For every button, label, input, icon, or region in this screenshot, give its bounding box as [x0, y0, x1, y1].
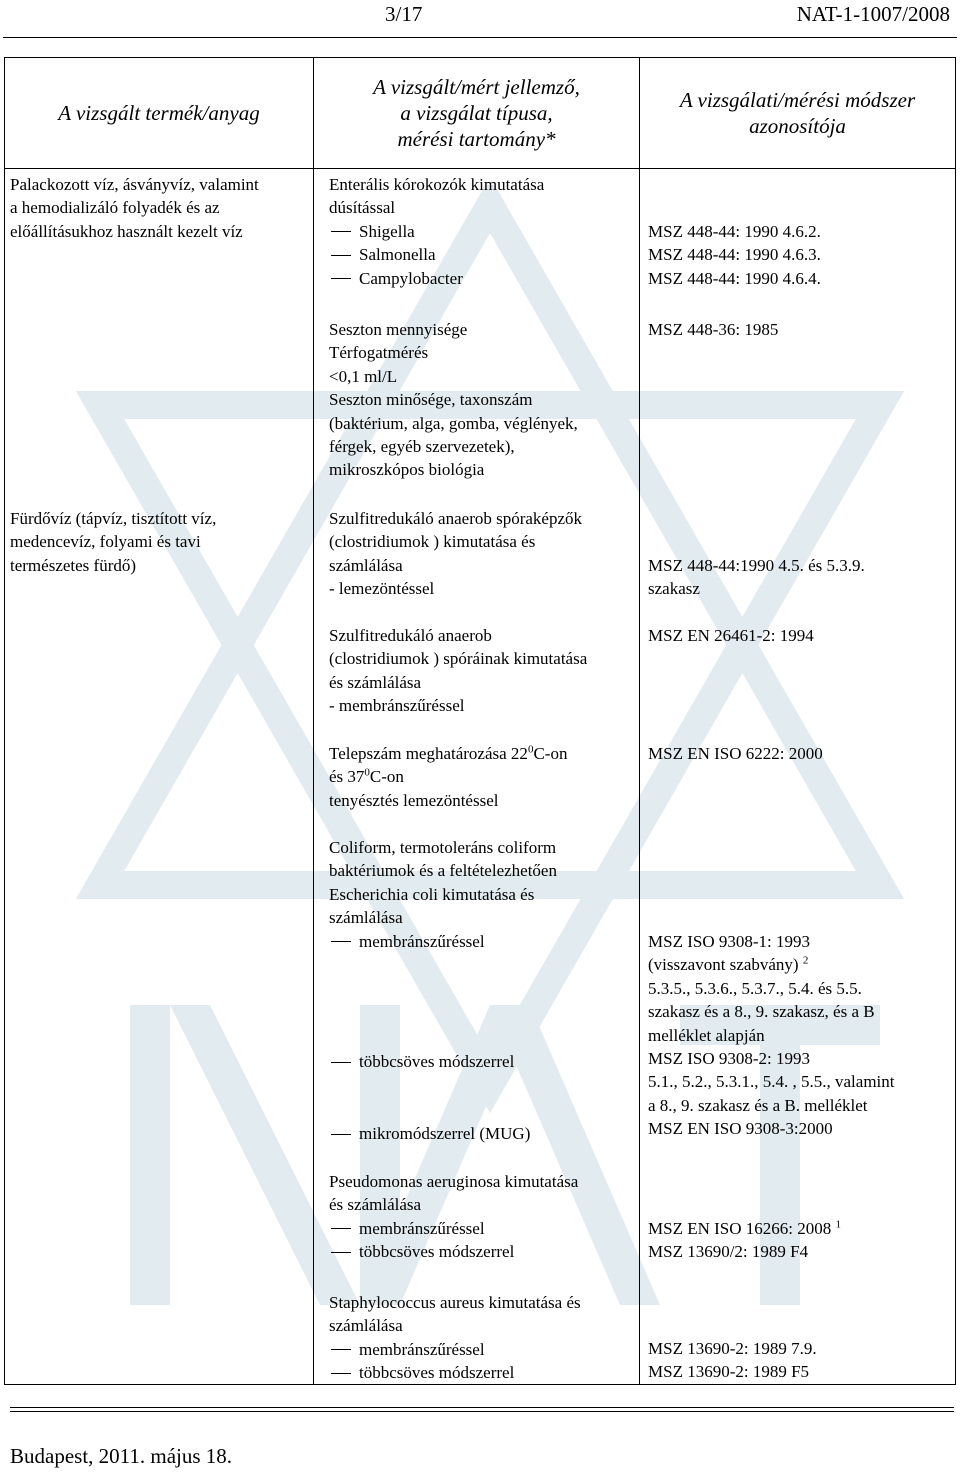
method-staphylococcus: MSZ 13690-2: 1989 7.9. MSZ 13690-2: 1989 F5: [648, 1339, 817, 1382]
footer-divider: [10, 1407, 954, 1408]
header-divider: [3, 37, 957, 38]
dash-bullet: [331, 1228, 351, 1229]
method-enteral: MSZ 448-44: 1990 4.6.2. MSZ 448-44: 1990 4.6.3. MSZ 448-44: 1990 4.6.4.: [648, 222, 821, 288]
dash-bullet: [331, 1062, 351, 1063]
document-id: NAT-1-1007/2008: [796, 2, 950, 26]
method-sulfite-spores: MSZ 448-44:1990 4.5. és 5.3.9. szakasz: [648, 556, 865, 599]
characteristic-enteral: Enterális kórokozók kimutatása dúsítással Shigella Salmonella Campylobacter: [329, 175, 545, 288]
method-coliform: MSZ ISO 9308-1: 1993 (visszavont szabvány) $^2$ 5.3.5., 5.3.6., 5.3.7., 5.4. és 5.5. szakasz és a 8., 9. szakasz, és a B melléklet alapján MSZ ISO 9308-2: 1993 5.1., 5.2., 5.3.1., 5.4. , 5.5., valamint a 8., 9. szakasz és a B. melléklet MSZ EN ISO 9308-3:2000: [648, 932, 895, 1139]
dash-bullet: [331, 941, 351, 942]
characteristic-coliform-multitube: többcsöves módszerrel: [329, 1050, 514, 1073]
characteristic-pseudomonas: Pseudomonas aeruginosa kimutatása és számlálása membránszűréssel többcsöves módszerrel: [329, 1172, 579, 1262]
method-pseudomonas: MSZ EN ISO 16266: 2008 $^1$ MSZ 13690/2: 1989 F4: [648, 1218, 841, 1262]
column-divider: [313, 58, 314, 1384]
method-seston: MSZ 448-36: 1985: [648, 320, 779, 339]
page-number: 3/17: [385, 2, 423, 26]
column-header-method: A vizsgálati/mérési módszer azonosítója: [679, 88, 916, 138]
method-sulfite-membrane: MSZ EN 26461-2: 1994: [648, 626, 814, 645]
dash-bullet: [331, 1252, 351, 1253]
footer-divider: [10, 1411, 954, 1412]
footer-place-date: Budapest, 2011. május 18.: [10, 1444, 233, 1468]
characteristic-staphylococcus: Staphylococcus aureus kimutatása és számlálása membránszűréssel többcsöves módszerrel: [329, 1293, 581, 1383]
dash-bullet: [331, 255, 351, 256]
column-header-product: A vizsgált termék/anyag: [58, 101, 260, 125]
dash-bullet: [331, 1134, 351, 1135]
dash-bullet: [331, 1373, 351, 1374]
header-row-divider: [5, 168, 955, 169]
column-divider: [639, 58, 640, 1384]
characteristic-sulfite-spores: Szulfitredukáló anaerob spóraképzők (clostridiumok ) kimutatása és számlálása - lemezöntéssel: [329, 509, 583, 599]
product-bottled-water: Palackozott víz, ásványvíz, valamint a hemodializáló folyadék és az előállításukhoz használt kezelt víz: [10, 175, 259, 241]
characteristic-coliform-mug: mikromódszerrel (MUG): [329, 1122, 530, 1145]
dash-bullet: [331, 1349, 351, 1350]
column-header-characteristic: A vizsgált/mért jellemző, a vizsgálat típusa, mérési tartomány*: [373, 75, 580, 151]
characteristic-sulfite-membrane: Szulfitredukáló anaerob (clostridiumok ) spóráinak kimutatása és számlálása - membránszűréssel: [329, 626, 588, 716]
method-colony-count: MSZ EN ISO 6222: 2000: [648, 744, 823, 763]
dash-bullet: [331, 278, 351, 279]
characteristic-colony-count: Telepszám meghatározása $22^0C-on$ és $37^0C-on$ tenyésztés lemezöntéssel: [329, 743, 568, 810]
product-bathing-water: Fürdővíz (tápvíz, tisztított víz, medencevíz, folyami és tavi természetes fürdő): [10, 509, 217, 575]
characteristic-seston: Seszton mennyisége Térfogatmérés <0,1 ml/L Seszton minősége, taxonszám (baktérium, alga, gomba, véglények, férgek, egyéb szervezetek), mikroszkópos biológia: [329, 320, 578, 480]
characteristic-coliform: Coliform, termotoleráns coliform baktériumok és a feltételezhetően Escherichia coli kimutatása és számlálása membránszűréssel: [329, 838, 557, 951]
dash-bullet: [331, 231, 351, 232]
